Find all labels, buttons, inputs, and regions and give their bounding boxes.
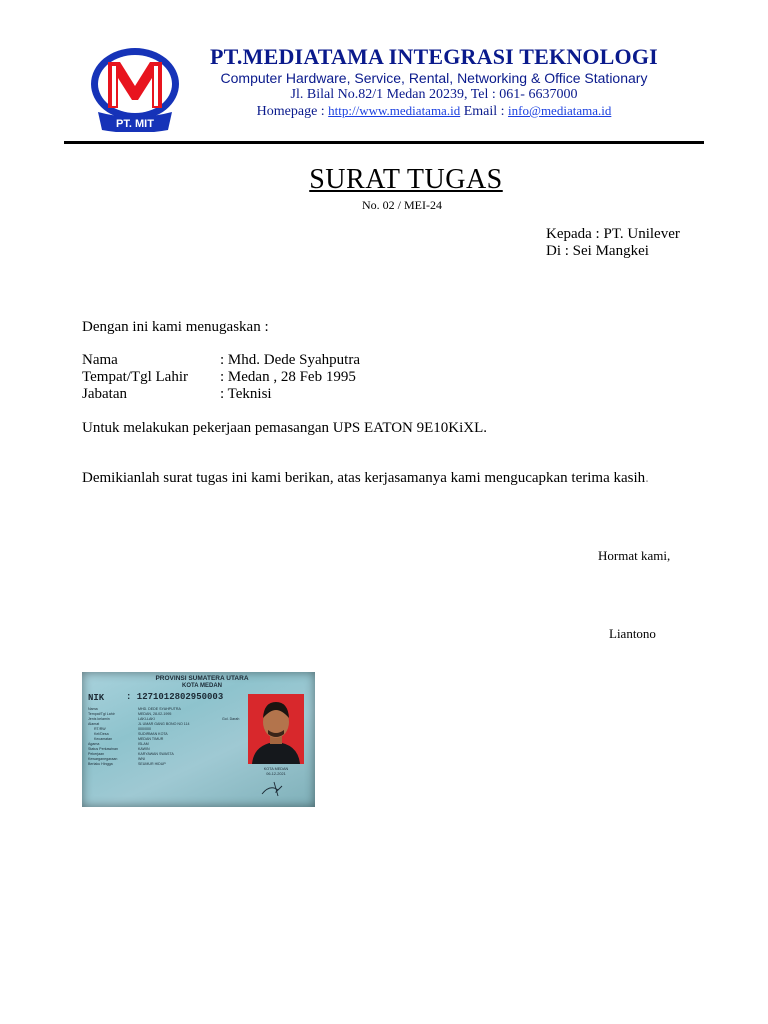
id-signature xyxy=(262,782,282,796)
recipient-location: Di : Sei Mangkei xyxy=(546,243,649,259)
id-field-label: Status Perkawinan xyxy=(88,747,118,751)
id-field-value: MEDAN, 28-02-1995 xyxy=(138,712,172,716)
id-field-value: 000/000 xyxy=(138,727,151,731)
company-address: Jl. Bilal No.82/1 Medan 20239, Tel : 061- 6637000 xyxy=(290,87,578,102)
id-portrait xyxy=(248,694,304,764)
document-number: No. 02 / MEI-24 xyxy=(362,198,442,212)
intro-text: Dengan ini kami menugaskan : xyxy=(82,319,269,335)
company-contacts xyxy=(196,103,672,120)
closing-body: Demikianlah surat tugas ini kami berikan, atas kerjasamanya kami mengucapkan terima kasih xyxy=(82,470,646,486)
recipient-block xyxy=(546,226,680,260)
id-field-value: MEDAN TIMUR xyxy=(138,737,164,741)
email-label: Email : xyxy=(460,104,509,119)
regards-text: Hormat kami, xyxy=(598,548,671,563)
id-field-label: RT/RW xyxy=(94,727,106,731)
id-field-label: Kewarganegaraan xyxy=(88,757,118,761)
field-row-nama xyxy=(82,352,360,369)
signer-name: Liantono xyxy=(609,626,656,641)
logo-text: PT. MIT xyxy=(116,118,154,130)
id-nik-label: NIK xyxy=(88,693,105,703)
document-title: SURAT TUGAS xyxy=(309,164,503,195)
id-field-value: SEUMUR HIDUP xyxy=(138,762,166,766)
id-field-label: Jenis kelamin xyxy=(88,717,110,721)
id-field-label: Agama xyxy=(88,742,100,746)
id-field-value: WNI xyxy=(138,757,145,761)
company-services: Computer Hardware, Service, Rental, Networking & Office Stationary xyxy=(220,70,648,86)
id-field-value: MHD. DEDE SYAHPUTRA xyxy=(138,707,181,711)
field-row-jabatan xyxy=(82,386,272,403)
email-link[interactable]: info@mediatama.id xyxy=(508,103,612,118)
company-name: PT.MEDIATAMA INTEGRASI TEKNOLOGI xyxy=(210,44,658,69)
id-field-value: LAKI-LAKI xyxy=(138,717,155,721)
id-field-label: Nama xyxy=(88,707,98,711)
id-nik-value: : 1271012802950003 xyxy=(126,692,224,702)
id-field-label: Pekerjaan xyxy=(88,752,105,756)
field-row-tempat-tgl-lahir xyxy=(82,369,356,386)
id-field-label: Tempat/Tgl Lahir xyxy=(88,712,115,716)
id-field-value: JL UMAR GANG BONO NO 114 xyxy=(138,722,190,726)
id-field-label: Kel/Desa xyxy=(94,732,109,736)
closing-end: . xyxy=(645,470,649,486)
field-label: Jabatan xyxy=(82,386,127,402)
field-value: : Mhd. Dede Syahputra xyxy=(220,352,360,368)
closing-text xyxy=(82,470,649,487)
id-province: PROVINSI SUMATERA UTARA xyxy=(155,675,249,682)
id-field-label: Alamat xyxy=(88,722,100,726)
id-field-value: SUDIRMAN KOTA xyxy=(138,732,168,736)
field-value: : Medan , 28 Feb 1995 xyxy=(220,369,356,385)
id-field-label: Kecamatan xyxy=(94,737,113,741)
id-gol-darah: Gol. Darah xyxy=(222,717,240,721)
id-city: KOTA MEDAN xyxy=(182,683,222,689)
homepage-label: Homepage : xyxy=(256,104,329,119)
homepage-link[interactable]: http://www.mediatama.id xyxy=(328,103,461,118)
id-field-label: Berlaku Hingga xyxy=(88,762,113,766)
id-field-value: ISLAM xyxy=(138,742,149,746)
task-text: Untuk melakukan pekerjaan pemasangan UPS EATON 9E10KiXL. xyxy=(82,420,488,436)
id-issue-city: KOTA MEDAN xyxy=(263,767,289,771)
id-card-photo xyxy=(82,672,315,807)
field-label: Nama xyxy=(82,352,118,368)
field-label: Tempat/Tgl Lahir xyxy=(82,369,188,385)
header-divider xyxy=(64,141,704,144)
id-issue-date: 06-12-2021 xyxy=(266,772,286,776)
id-field-value: KAWIN xyxy=(138,747,150,751)
field-value: : Teknisi xyxy=(220,386,272,402)
id-field-value: KARYAWAN SWASTA xyxy=(138,752,174,756)
recipient-company: Kepada : PT. Unilever xyxy=(546,226,680,242)
company-logo xyxy=(88,46,182,132)
